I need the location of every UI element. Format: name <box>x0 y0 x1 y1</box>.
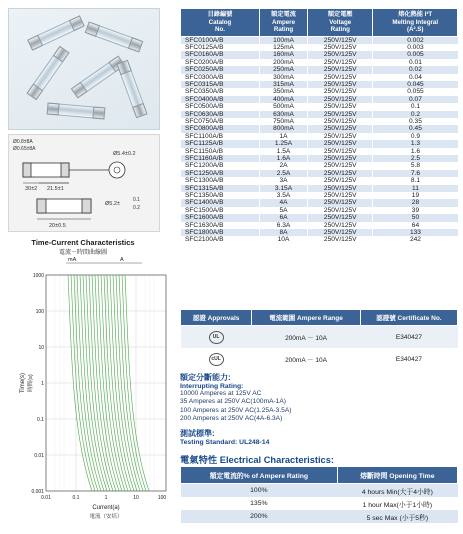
table-row <box>181 155 458 162</box>
approval-cert: E340427 <box>360 326 457 349</box>
catalog-cell: SFC1800A/B <box>181 229 260 236</box>
catalog-cell: SFC0315A/B <box>181 81 260 88</box>
catalog-cell: SFC0350A/B <box>181 88 260 95</box>
melting-cell: 0.002 <box>373 36 458 44</box>
col-melting: 熔化熱能 I²T Melting Integral (A².S) <box>373 9 458 37</box>
catalog-cell: SFC1100A/B <box>181 133 260 140</box>
catalog-cell: SFC1630A/B <box>181 222 260 229</box>
ampere-cell: 500mA <box>259 103 307 110</box>
melting-cell: 11 <box>373 185 458 192</box>
cert-header: 認證號 Certificate No. <box>360 310 457 326</box>
y-tick: 0.001 <box>31 489 44 495</box>
melting-cell: 133 <box>373 229 458 236</box>
fuse-image <box>87 22 142 52</box>
ampere-cell: 200mA <box>259 59 307 66</box>
table-row <box>181 111 458 118</box>
ampere-cell: 6A <box>259 214 307 221</box>
catalog-cell: SFC1350A/B <box>181 192 260 199</box>
ampere-cell: 125mA <box>259 44 307 51</box>
ampere-cell: 1.25A <box>259 140 307 147</box>
y-axis-label-cn: 時間(s) <box>28 374 34 392</box>
catalog-cell: SFC0160A/B <box>181 51 260 58</box>
dim-total-length: 30±2 <box>25 186 38 192</box>
catalog-cell: SFC0630A/B <box>181 111 260 118</box>
x-tick: 0.1 <box>72 495 80 501</box>
electrical-title: 電氣特性 Electrical Characteristics: <box>180 455 334 465</box>
ampere-cell: 1.5A <box>259 148 307 155</box>
voltage-cell: 250V/125V <box>308 155 373 162</box>
catalog-cell: SFC1125A/B <box>181 140 260 147</box>
table-row <box>181 125 458 132</box>
voltage-cell: 250V/125V <box>308 96 373 103</box>
interrupting-title-en: Interrupting Rating: <box>180 383 244 390</box>
catalog-cell: SFC0800A/B <box>181 125 260 132</box>
ampere-cell: 100mA <box>259 36 307 44</box>
catalog-cell: SFC1315A/B <box>181 185 260 192</box>
percent-cell: 135% <box>181 497 338 510</box>
voltage-cell: 250V/125V <box>308 185 373 192</box>
testing-title-en: Testing Standard: UL248-14 <box>180 439 270 446</box>
product-photo <box>8 8 160 130</box>
y-tick: 0.1 <box>37 417 44 423</box>
fuse-image <box>29 16 83 50</box>
approval-range: 200mA － 10A <box>252 326 361 349</box>
voltage-cell: 250V/125V <box>308 74 373 81</box>
catalog-cell: SFC2100A/B <box>181 236 260 243</box>
ampere-cell: 250mA <box>259 66 307 73</box>
unit-label-ma: mA <box>68 257 77 263</box>
voltage-cell: 250V/125V <box>308 140 373 147</box>
opening-time-cell: 1 hour Max(小于1小時) <box>337 497 457 510</box>
interrupting-line: 10000 Amperes at 125V AC <box>180 390 262 397</box>
table-row <box>181 36 458 44</box>
voltage-cell: 250V/125V <box>308 118 373 125</box>
catalog-cell: SFC1250A/B <box>181 170 260 177</box>
approvals-header: 認證 Approvals <box>181 310 252 326</box>
cul-mark-icon: cUL <box>181 348 252 370</box>
col-voltage: 額定電壓 Voltage Rating <box>308 9 373 37</box>
voltage-cell: 250V/125V <box>308 192 373 199</box>
opening-time-cell: 4 hours Min(大于4小時) <box>337 484 457 498</box>
table-row <box>181 484 458 498</box>
ampere-cell: 2A <box>259 162 307 169</box>
table-row <box>181 199 458 206</box>
voltage-cell: 250V/125V <box>308 81 373 88</box>
electrical-table <box>180 466 458 523</box>
x-tick: 0.01 <box>41 495 51 501</box>
ampere-cell: 750mA <box>259 118 307 125</box>
table-row <box>181 348 458 370</box>
table-row <box>181 177 458 184</box>
range-header: 電流範圍 Ampere Range <box>252 310 361 326</box>
opening-time-header: 熔斷時間 Opening Time <box>337 467 457 484</box>
ampere-cell: 800mA <box>259 125 307 132</box>
col-ampere: 額定電流 Ampere Rating <box>259 9 307 37</box>
melting-cell: 0.9 <box>373 133 458 140</box>
ampere-cell: 5A <box>259 207 307 214</box>
dim-tol-upper: 0.1 <box>133 197 140 203</box>
melting-cell: 1.6 <box>373 148 458 155</box>
voltage-cell: 250V/125V <box>308 162 373 169</box>
ampere-cell: 300mA <box>259 74 307 81</box>
ul-mark-icon: UL <box>181 326 252 349</box>
melting-cell: 5.8 <box>373 162 458 169</box>
melting-cell: 242 <box>373 236 458 243</box>
melting-cell: 0.045 <box>373 81 458 88</box>
voltage-cell: 250V/125V <box>308 177 373 184</box>
fuse-image <box>49 103 104 120</box>
spec-header-row <box>181 9 458 37</box>
y-tick: 0.01 <box>34 453 44 459</box>
melting-cell: 0.01 <box>373 59 458 66</box>
voltage-cell: 250V/125V <box>308 222 373 229</box>
voltage-cell: 250V/125V <box>308 44 373 51</box>
dim-wire-dia: Ø0.8±8A <box>13 139 33 145</box>
dim-body-length: 21.5±1 <box>47 186 64 192</box>
melting-cell: 0.055 <box>373 88 458 95</box>
catalog-cell: SFC0200A/B <box>181 59 260 66</box>
voltage-cell: 250V/125V <box>308 214 373 221</box>
voltage-cell: 250V/125V <box>308 51 373 58</box>
table-row <box>181 103 458 110</box>
ampere-cell: 1A <box>259 133 307 140</box>
voltage-cell: 250V/125V <box>308 36 373 44</box>
interrupting-title-cn: 額定分斷能力: <box>180 373 231 382</box>
table-row <box>181 192 458 199</box>
catalog-cell: SFC1600A/B <box>181 214 260 221</box>
melting-cell: 28 <box>373 199 458 206</box>
melting-cell: 19 <box>373 192 458 199</box>
interrupting-line: 35 Amperes at 250V AC(100mA-1A) <box>180 398 286 406</box>
ampere-cell: 2.5A <box>259 170 307 177</box>
voltage-cell: 250V/125V <box>308 229 373 236</box>
catalog-cell: SFC0500A/B <box>181 103 260 110</box>
interrupting-section <box>180 372 458 423</box>
catalog-cell: SFC0250A/B <box>181 66 260 73</box>
approvals-table <box>180 309 458 370</box>
melting-cell: 7.6 <box>373 170 458 177</box>
melting-cell: 64 <box>373 222 458 229</box>
catalog-cell: SFC0300A/B <box>181 74 260 81</box>
y-tick: 100 <box>35 309 44 315</box>
catalog-cell: SFC1200A/B <box>181 162 260 169</box>
interrupting-line: 200 Amperes at 250V AC(4A-6.3A) <box>180 414 283 422</box>
catalog-cell: SFC1160A/B <box>181 155 260 162</box>
melting-cell: 50 <box>373 214 458 221</box>
melting-cell: 0.1 <box>373 103 458 110</box>
melting-cell: 0.005 <box>373 51 458 58</box>
catalog-cell: SFC1300A/B <box>181 177 260 184</box>
ampere-cell: 4A <box>259 199 307 206</box>
ampere-cell: 350mA <box>259 88 307 95</box>
melting-cell: 0.35 <box>373 118 458 125</box>
voltage-cell: 250V/125V <box>308 236 373 243</box>
table-row <box>181 229 458 236</box>
percent-header: 額定電流的% of Ampere Rating <box>181 467 338 484</box>
fuse-image <box>117 62 147 117</box>
catalog-cell: SFC1500A/B <box>181 207 260 214</box>
ampere-cell: 1.6A <box>259 155 307 162</box>
x-tick: 10 <box>133 495 139 501</box>
table-row <box>181 88 458 95</box>
dim-cartridge-dia: Ø5.2± <box>105 201 120 207</box>
ampere-cell: 3A <box>259 177 307 184</box>
table-row <box>181 222 458 229</box>
melting-cell: 0.07 <box>373 96 458 103</box>
catalog-cell: SFC0125A/B <box>181 44 260 51</box>
table-row <box>181 214 458 221</box>
x-axis-label: Current(a) <box>92 505 120 511</box>
table-row <box>181 81 458 88</box>
melting-cell: 0.2 <box>373 111 458 118</box>
testing-title-cn: 測試標準: <box>180 429 215 438</box>
table-row <box>181 207 458 214</box>
table-row <box>181 133 458 140</box>
time-current-title: Time-Current Characteristics <box>31 238 135 247</box>
voltage-cell: 250V/125V <box>308 199 373 206</box>
dim-wire-dia-2: Ø0.65±8A <box>13 146 36 152</box>
testing-section <box>180 428 458 446</box>
x-tick: 100 <box>157 495 167 501</box>
ampere-cell: 315mA <box>259 81 307 88</box>
table-row <box>181 497 458 510</box>
dim-body-dia: Ø5.4±0.2 <box>113 151 136 157</box>
table-row <box>181 44 458 51</box>
catalog-cell: SFC1150A/B <box>181 148 260 155</box>
ampere-cell: 160mA <box>259 51 307 58</box>
ampere-cell: 630mA <box>259 111 307 118</box>
melting-cell: 0.02 <box>373 66 458 73</box>
catalog-cell: SFC0400A/B <box>181 96 260 103</box>
voltage-cell: 250V/125V <box>308 66 373 73</box>
voltage-cell: 250V/125V <box>308 133 373 140</box>
catalog-cell: SFC1400A/B <box>181 199 260 206</box>
interrupting-line: 100 Amperes at 250V AC(1.25A-3.5A) <box>180 406 292 414</box>
melting-cell: 0.45 <box>373 125 458 132</box>
voltage-cell: 250V/125V <box>308 59 373 66</box>
catalog-cell: SFC0750A/B <box>181 118 260 125</box>
table-row <box>181 59 458 66</box>
melting-cell: 0.04 <box>373 74 458 81</box>
melting-cell: 39 <box>373 207 458 214</box>
melting-cell: 2.5 <box>373 155 458 162</box>
fuse-image <box>28 47 69 98</box>
ampere-cell: 6.3A <box>259 222 307 229</box>
dimension-drawing <box>8 134 160 232</box>
unit-label-a: A <box>120 257 124 263</box>
table-row <box>181 51 458 58</box>
voltage-cell: 250V/125V <box>308 88 373 95</box>
col-catalog: 目錄編號 Catalog No. <box>181 9 260 37</box>
table-row <box>181 510 458 523</box>
y-tick: 1000 <box>32 273 44 279</box>
table-row <box>181 74 458 81</box>
voltage-cell: 250V/125V <box>308 207 373 214</box>
table-row <box>181 148 458 155</box>
percent-cell: 200% <box>181 510 338 523</box>
y-tick: 1 <box>41 381 44 387</box>
x-axis-label-cn: 電流（安培） <box>89 514 123 520</box>
table-row <box>181 170 458 177</box>
table-row <box>181 140 458 147</box>
dim-tol-lower: 0.2 <box>133 205 140 211</box>
approval-cert: E340427 <box>360 348 457 370</box>
approval-range: 200mA － 10A <box>252 348 361 370</box>
voltage-cell: 250V/125V <box>308 148 373 155</box>
table-row <box>181 162 458 169</box>
catalog-cell: SFC0100A/B <box>181 36 260 44</box>
table-row <box>181 118 458 125</box>
time-current-chart <box>2 255 170 527</box>
spec-table <box>180 8 458 244</box>
ampere-cell: 3.15A <box>259 185 307 192</box>
opening-time-cell: 5 sec Max (小于5秒) <box>337 510 457 523</box>
ampere-cell: 8A <box>259 229 307 236</box>
table-row <box>181 236 458 243</box>
table-row <box>181 66 458 73</box>
table-row <box>181 96 458 103</box>
ampere-cell: 400mA <box>259 96 307 103</box>
y-tick: 10 <box>38 345 44 351</box>
table-row <box>181 326 458 349</box>
dim-cartridge-length: 20±0.5 <box>49 223 66 229</box>
voltage-cell: 250V/125V <box>308 103 373 110</box>
x-tick: 1 <box>104 495 108 501</box>
melting-cell: 0.003 <box>373 44 458 51</box>
melting-cell: 1.3 <box>373 140 458 147</box>
time-current-subtitle: 電流－時間曲線圖 <box>58 250 107 256</box>
voltage-cell: 250V/125V <box>308 111 373 118</box>
voltage-cell: 250V/125V <box>308 170 373 177</box>
melting-cell: 8.1 <box>373 177 458 184</box>
y-axis-label: Time(s) <box>20 372 26 394</box>
ampere-cell: 3.5A <box>259 192 307 199</box>
table-row <box>181 185 458 192</box>
voltage-cell: 250V/125V <box>308 125 373 132</box>
ampere-cell: 10A <box>259 236 307 243</box>
percent-cell: 100% <box>181 484 338 498</box>
